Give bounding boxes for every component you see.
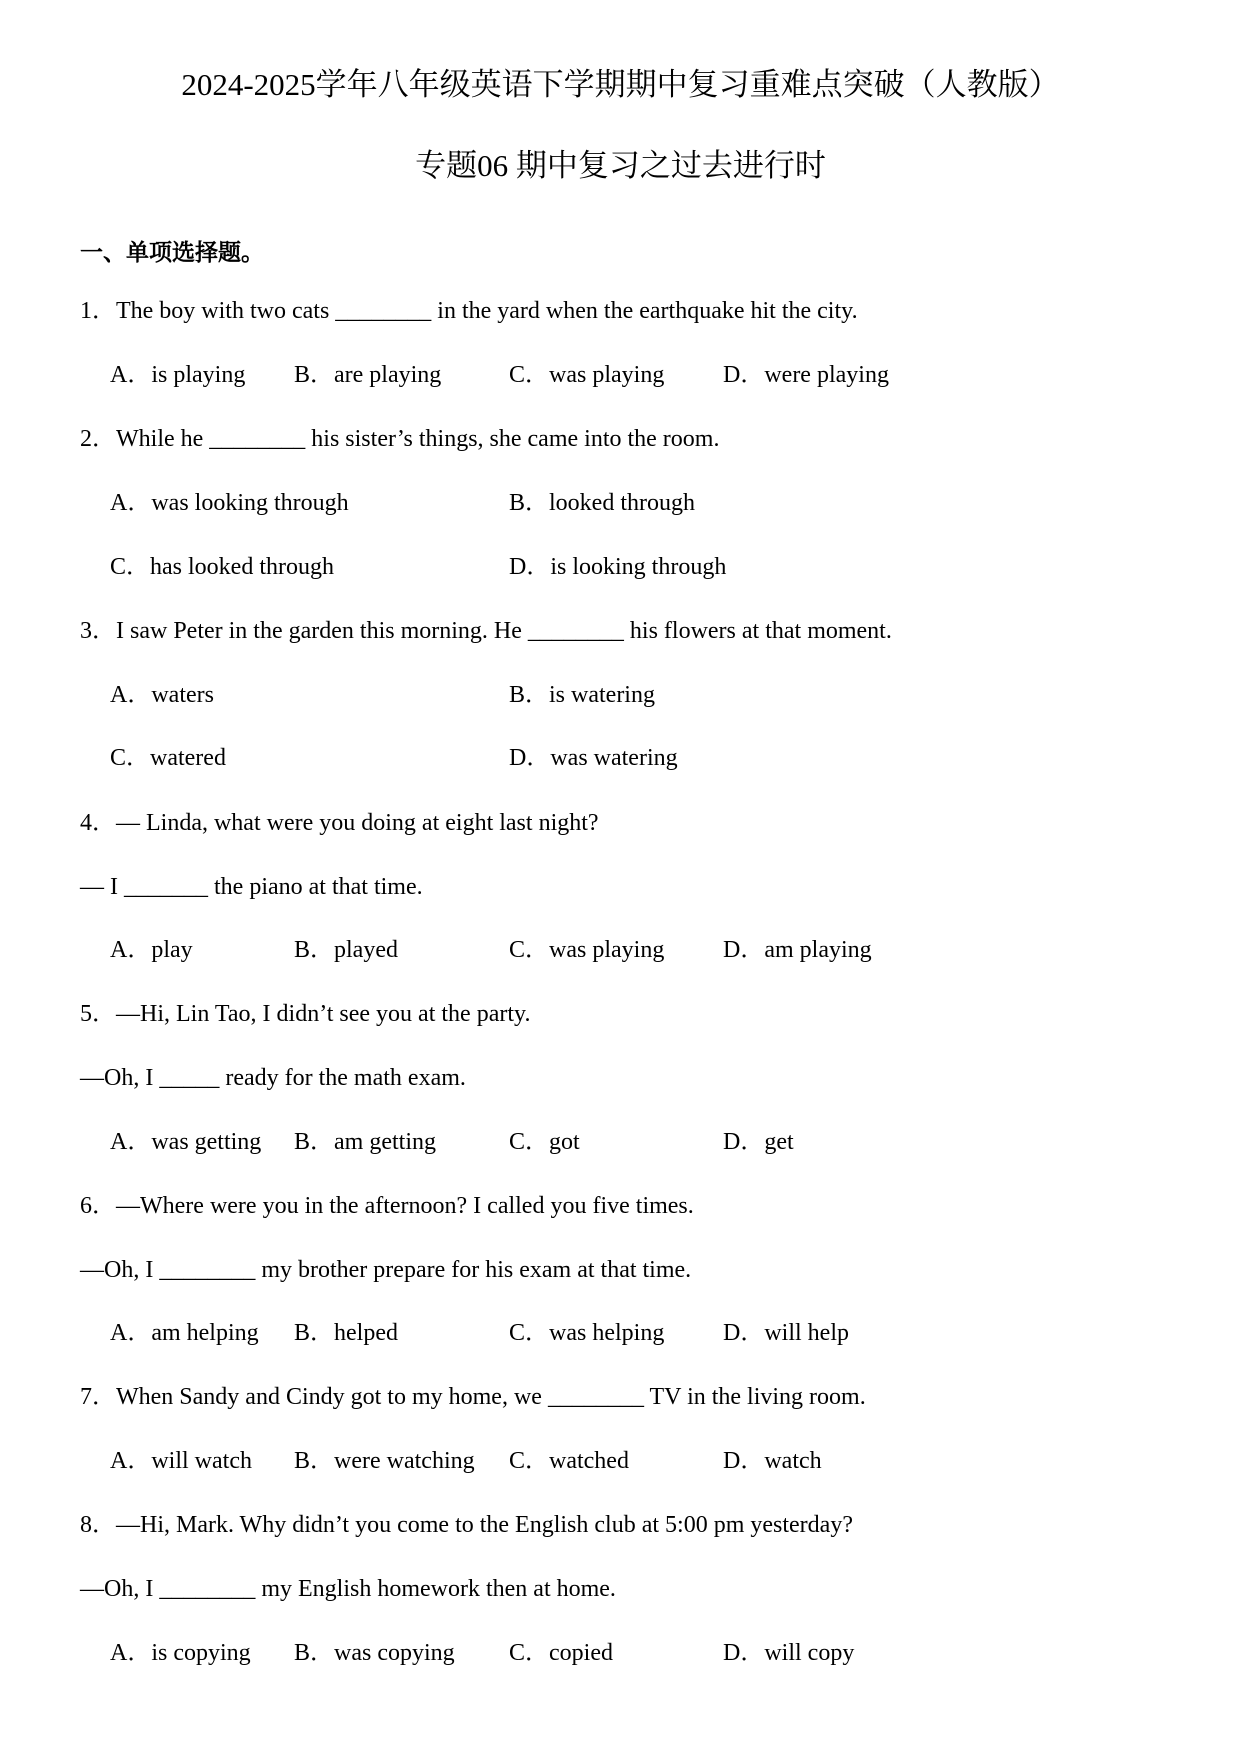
question-8-option-d: D．will copy [723, 1640, 855, 1666]
question-1-option-d: D．were playing [723, 362, 889, 388]
question-7-option-d: D．watch [723, 1448, 822, 1474]
question-6-option-d: D．will help [723, 1320, 849, 1346]
section-title: 一、单项选择题。 [80, 240, 264, 266]
question-5-option-c: C．got [509, 1129, 580, 1155]
question-5-reply: —Oh, I _____ ready for the math exam. [80, 1065, 466, 1091]
question-2-option-a: A．was looking through [110, 490, 349, 516]
question-5-option-d: D．get [723, 1129, 794, 1155]
question-7-stem: 7．When Sandy and Cindy got to my home, we ________ TV in the living room. [80, 1384, 866, 1410]
question-6-option-b: B．helped [294, 1320, 398, 1346]
question-6-option-a: A．am helping [110, 1320, 259, 1346]
question-3-option-a: A．waters [110, 682, 214, 708]
question-5-option-b: B．am getting [294, 1129, 436, 1155]
question-8-option-c: C．copied [509, 1640, 613, 1666]
question-4-option-b: B．played [294, 937, 398, 963]
question-5-stem: 5．—Hi, Lin Tao, I didn’t see you at the party. [80, 1001, 531, 1027]
question-3-stem: 3．I saw Peter in the garden this morning. He ________ his flowers at that moment. [80, 618, 892, 644]
question-5-option-a: A．was getting [110, 1129, 262, 1155]
question-3-option-d: D．was watering [509, 745, 678, 771]
question-2-option-b: B．looked through [509, 490, 695, 516]
document-subtitle: 专题06 期中复习之过去进行时 [415, 148, 826, 183]
question-2-option-c: C．has looked through [110, 554, 334, 580]
question-6-reply: —Oh, I ________ my brother prepare for his exam at that time. [80, 1257, 692, 1283]
question-4-option-a: A．play [110, 937, 193, 963]
question-8-option-a: A．is copying [110, 1640, 251, 1666]
question-6-option-c: C．was helping [509, 1320, 665, 1346]
question-1-option-a: A．is playing [110, 362, 246, 388]
question-3-option-b: B．is watering [509, 682, 655, 708]
question-3-option-c: C．watered [110, 745, 226, 771]
question-4-reply: — I _______ the piano at that time. [80, 874, 423, 900]
question-7-option-c: C．watched [509, 1448, 629, 1474]
question-2-option-d: D．is looking through [509, 554, 727, 580]
question-1-option-b: B．are playing [294, 362, 442, 388]
question-8-reply: —Oh, I ________ my English homework then at home. [80, 1576, 616, 1602]
question-7-option-a: A．will watch [110, 1448, 252, 1474]
question-7-option-b: B．were watching [294, 1448, 475, 1474]
question-1-stem: 1．The boy with two cats ________ in the yard when the earthquake hit the city. [80, 298, 858, 324]
question-4-option-d: D．am playing [723, 937, 872, 963]
question-8-option-b: B．was copying [294, 1640, 455, 1666]
question-4-stem: 4．— Linda, what were you doing at eight last night? [80, 810, 599, 836]
question-6-stem: 6．—Where were you in the afternoon? I called you five times. [80, 1193, 694, 1219]
question-1-option-c: C．was playing [509, 362, 665, 388]
question-4-option-c: C．was playing [509, 937, 665, 963]
document-title: 2024-2025学年八年级英语下学期期中复习重难点突破（人教版） [181, 67, 1060, 102]
question-2-stem: 2．While he ________ his sister’s things, she came into the room. [80, 426, 720, 452]
question-8-stem: 8．—Hi, Mark. Why didn’t you come to the English club at 5:00 pm yesterday? [80, 1512, 853, 1538]
